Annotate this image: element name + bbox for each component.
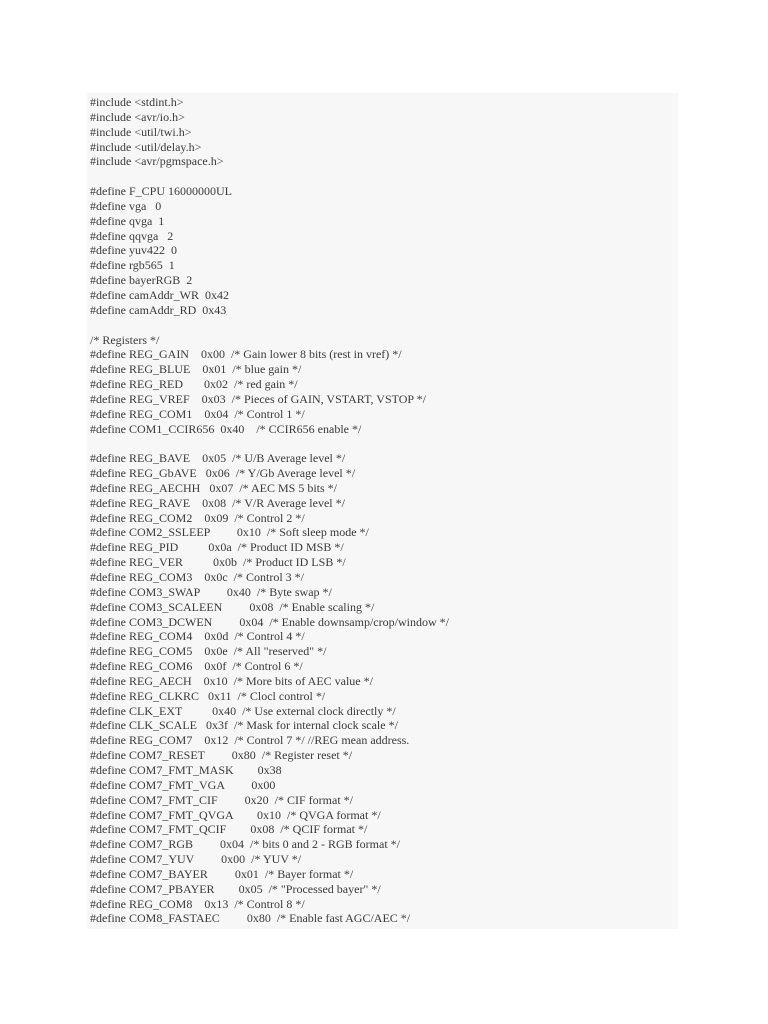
code-line: #define F_CPU 16000000UL [90, 184, 232, 199]
code-line: #define COM7_FMT_QCIF 0x08 /* QCIF format */ [90, 822, 368, 837]
code-line: #define REG_COM4 0x0d /* Control 4 */ [90, 629, 305, 644]
code-line: #define COM3_DCWEN 0x04 /* Enable downsamp/crop/window */ [90, 614, 449, 629]
code-line: #define REG_COM5 0x0e /* All "reserved" */ [90, 644, 327, 659]
code-line: #define REG_COM1 0x04 /* Control 1 */ [90, 406, 305, 421]
blank-line [90, 169, 678, 184]
code-line: #define REG_GbAVE 0x06 /* Y/Gb Average level */ [90, 466, 356, 481]
code-line: #define REG_CLKRC 0x11 /* Clocl control */ [90, 688, 326, 703]
blank-line [90, 436, 678, 451]
code-line: #define camAddr_RD 0x43 [90, 302, 227, 317]
code-line: #define COM1_CCIR656 0x40 /* CCIR656 enable */ [90, 421, 362, 436]
code-line: #define REG_COM3 0x0c /* Control 3 */ [90, 570, 304, 584]
code-line: #define camAddr_WR 0x42 [90, 287, 229, 302]
code-line: #define COM7_FMT_QVGA 0x10 /* QVGA format */ [90, 807, 381, 822]
code-line: #define REG_VREF 0x03 /* Pieces of GAIN, VSTART, VSTOP */ [90, 391, 426, 406]
code-line: #include <avr/io.h> [90, 109, 185, 124]
code-line: #define REG_GAIN 0x00 /* Gain lower 8 bits (rest in vref) */ [90, 347, 402, 362]
code-line: #define REG_COM6 0x0f /* Control 6 */ [90, 659, 303, 674]
code-line: #define COM7_RGB 0x04 /* bits 0 and 2 - RGB format */ [90, 837, 400, 852]
code-line: #include <util/twi.h> [90, 124, 192, 139]
code-line: #define CLK_SCALE 0x3f /* Mask for internal clock scale */ [90, 718, 398, 733]
code-line: #define bayerRGB 2 [90, 273, 193, 288]
code-line: #define CLK_EXT 0x40 /* Use external clock directly */ [90, 703, 396, 718]
code-line: #define yuv422 0 [90, 243, 177, 258]
code-line: #define REG_RAVE 0x08 /* V/R Average level */ [90, 495, 345, 510]
code-line: #define rgb565 1 [90, 258, 175, 273]
code-line: #define vga 0 [90, 198, 162, 213]
code-line: /* Registers */ [90, 332, 160, 347]
code-line: #define COM3_SCALEEN 0x08 /* Enable scaling */ [90, 599, 375, 614]
code-line: #define REG_BAVE 0x05 /* U/B Average level */ [90, 451, 346, 466]
code-line: #define COM3_SWAP 0x40 /* Byte swap */ [90, 584, 332, 599]
code-line: #define REG_AECHH 0x07 /* AEC MS 5 bits */ [90, 480, 338, 495]
code-line: #define qqvga 2 [90, 228, 174, 243]
code-line: #define qvga 1 [90, 213, 165, 228]
code-line: #define REG_COM2 0x09 /* Control 2 */ [90, 510, 305, 525]
code-line: #include <util/delay.h> [90, 139, 202, 154]
code-line: #define COM7_FMT_VGA 0x00 [90, 777, 276, 792]
code-line: #define REG_VER 0x0b /* Product ID LSB */ [90, 555, 346, 570]
code-line: #define COM7_BAYER 0x01 /* Bayer format */ [90, 866, 354, 881]
code-line: #define REG_BLUE 0x01 /* blue gain */ [90, 362, 302, 377]
blank-line [90, 318, 678, 333]
code-line: #define COM7_PBAYER 0x05 /* "Processed bayer" */ [90, 881, 381, 896]
code-line: #include <stdint.h> [90, 95, 184, 109]
code-line: #include <avr/pgmspace.h> [90, 154, 224, 169]
code-line: #define COM7_FMT_MASK 0x38 [90, 762, 282, 777]
code-line: #define REG_COM7 0x12 /* Control 7 */ //REG mean address. [90, 733, 410, 748]
code-line: #define COM7_YUV 0x00 /* YUV */ [90, 852, 302, 867]
code-block [87, 93, 678, 929]
code-line: #define REG_AECH 0x10 /* More bits of AEC value */ [90, 673, 373, 688]
code-line: #define REG_RED 0x02 /* red gain */ [90, 377, 298, 392]
code-line: #define REG_PID 0x0a /* Product ID MSB */ [90, 540, 344, 555]
code-line: #define COM7_RESET 0x80 /* Register reset */ [90, 748, 353, 763]
code-line: #define COM7_FMT_CIF 0x20 /* CIF format */ [90, 792, 353, 807]
code-line: #define REG_COM8 0x13 /* Control 8 */ [90, 896, 305, 911]
code-line: #define COM2_SSLEEP 0x10 /* Soft sleep mode */ [90, 525, 369, 540]
code-line: #define COM8_FASTAEC 0x80 /* Enable fast AGC/AEC */ [90, 911, 411, 926]
